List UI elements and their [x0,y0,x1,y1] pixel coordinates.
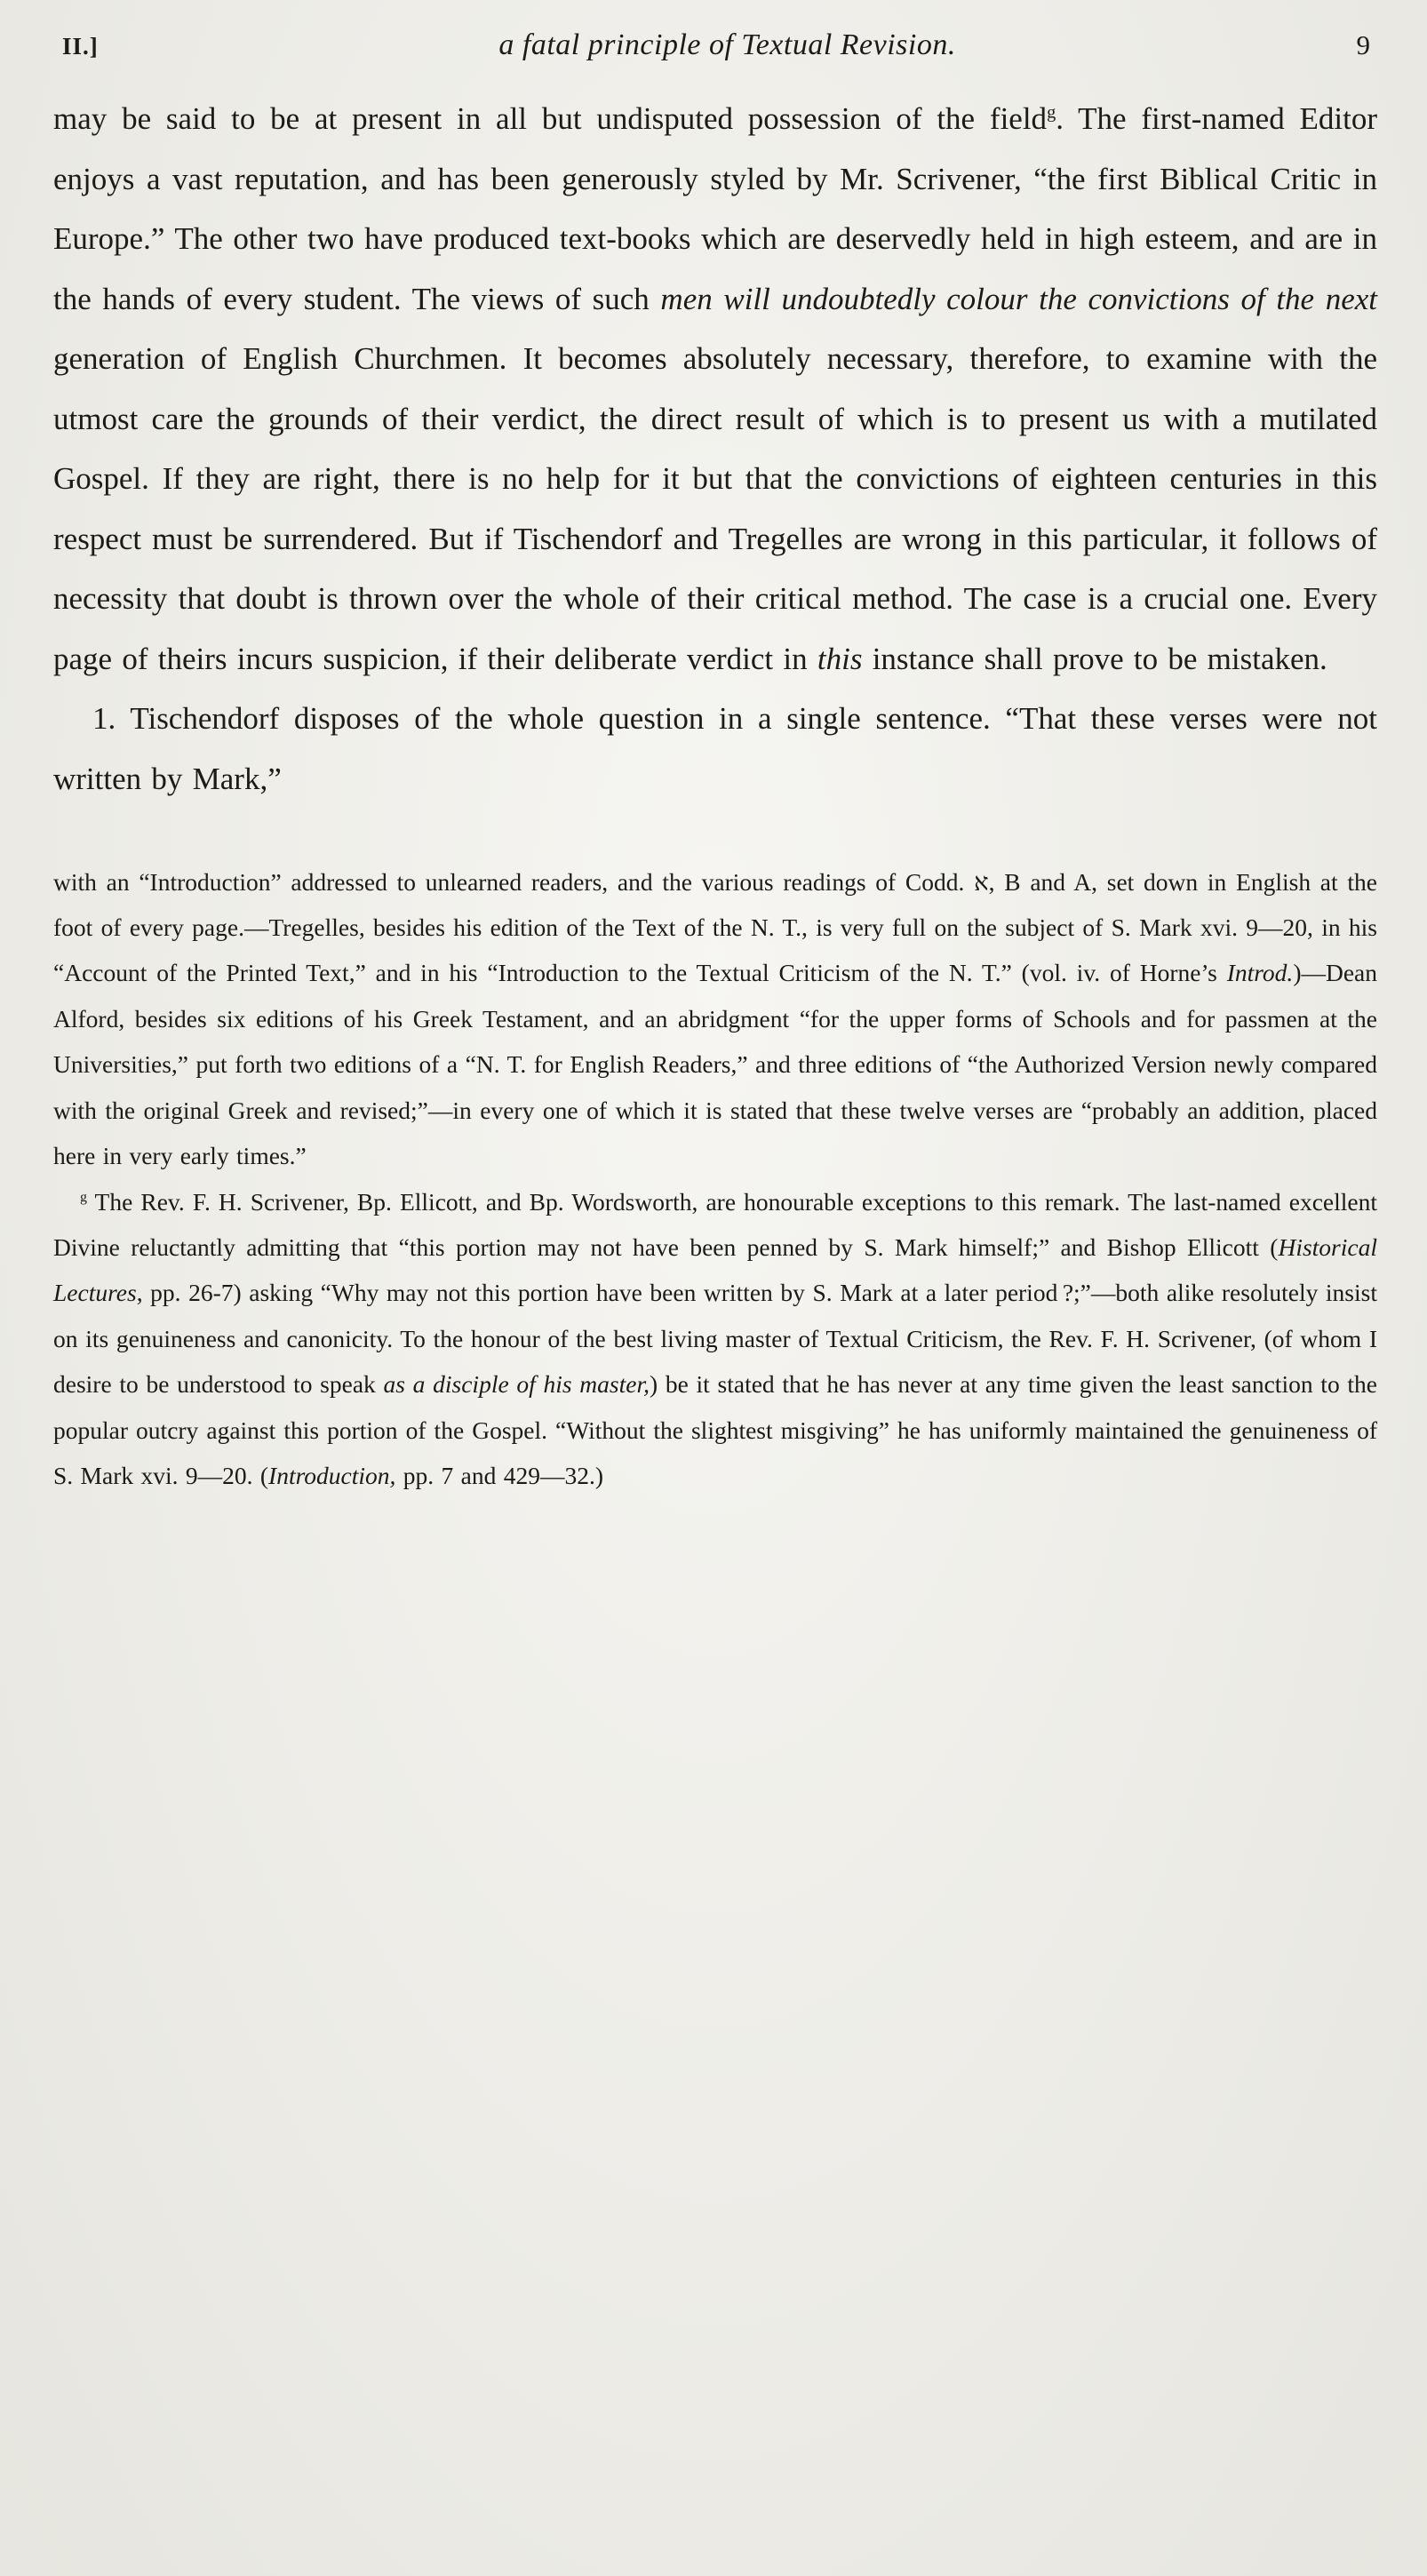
italic-text-run: Introduction, [268,1462,396,1490]
text-run: generation of English Churchmen. It becomes absolutely necessary, therefore, to examine with the utmost care the grounds of their verdict, the direct result of which is to present us with a mutilated Gospel. If they are right, there is no help for it but that the convictions of eighteen centuries in this respect must be surrendered. But if Tischendorf and Tregelles are wrong in this particular, it follows of necessity that doubt is thrown over the whole of their critical method. The case is a crucial one. Every page of theirs incurs suspicion, if their deliberate verdict in [53,341,1377,676]
running-title: a fatal principle of Textual Revision. [498,28,956,61]
text-run: instance shall prove to be mistaken. [862,641,1327,676]
italic-text-run: Historical Lectures [53,1232,1377,1307]
text-run: , pp. 26-7) asking “Why may not this portion have been written by S. Mark at a later period ?;”—both alike resolutely insist on its genuineness and canonicity. To the honour of the best living master of Textual Criticism, the Rev. F. H. Scrivener, (of whom I desire to be understood to speak [53,1279,1377,1399]
text-run: 1. Tischendorf disposes of the whole question in a single sentence. “That these verses were not written by Mark,” [53,701,1377,797]
body-paragraph [53,89,1377,689]
page-header [62,28,1370,62]
footnote-marker: g [1047,102,1056,123]
italic-text-run: Introd. [1226,959,1294,987]
italic-text-run: this [817,641,863,676]
italic-text-run: as a disciple of his master, [383,1370,650,1399]
footnotes-section [53,859,1377,1499]
text-run: ) be it stated that he has never at any time given the least sanction to the popular outcry against this portion of the Gospel. “Without the slightest misgiving” he has uniformly maintained the genuineness of S. Mark xvi. 9—20. ( [53,1370,1378,1490]
text-run: The Rev. F. H. Scrivener, Bp. Ellicott, and Bp. Wordsworth, are honourable exceptions to this remark. The last-named excellent Divine reluctantly admitting that “this portion may not have been penned by S. Mark himself;” and Bishop Ellicott ( [53,1187,1377,1261]
section-number: II.] [62,33,99,60]
main-text [53,89,1377,809]
footnote-paragraph [53,859,1377,1179]
footnote-marker: g [80,1189,87,1205]
text-run: . The first-named Editor enjoys a vast reputation, and has been generously styled by Mr. Scrivener, “the first Biblical Critic in Europe.” The other two have produced text-books which are deservedly held in high esteem, and are in the hands of every student. The views of such [53,101,1378,316]
italic-text-run: men will undoubtedly colour the convictions of the next [660,281,1377,316]
body-paragraph [53,689,1377,809]
page-number: 9 [1356,29,1370,60]
text-run: pp. 7 and 429—32.) [395,1462,604,1490]
text-run: )—Dean Alford, besides six editions of his Greek Testament, and an abridgment “for the upper forms of Schools and for passmen at the Universities,” put forth two editions of a “N. T. for English Readers,” and three editions of “the Authorized Version newly compared with the original Greek and revised;”—in every one of which it is stated that these twelve verses are “probably an addition, placed here in very early times.” [53,959,1377,1170]
text-run: with an “Introduction” addressed to unlearned readers, and the various readings of Codd. א, B and A, set down in English at the foot of every page.—Tregelles, besides his edition of the Text of the N. T., is very full on the subject of S. Mark xvi. 9—20, in his “Account of the Printed Text,” and in his “Introduction to the Textual Criticism of the N. T.” (vol. iv. of Horne’s [53,867,1377,987]
footnote-paragraph [53,1179,1377,1499]
text-run: may be said to be at present in all but undisputed possession of the field [53,101,1048,136]
